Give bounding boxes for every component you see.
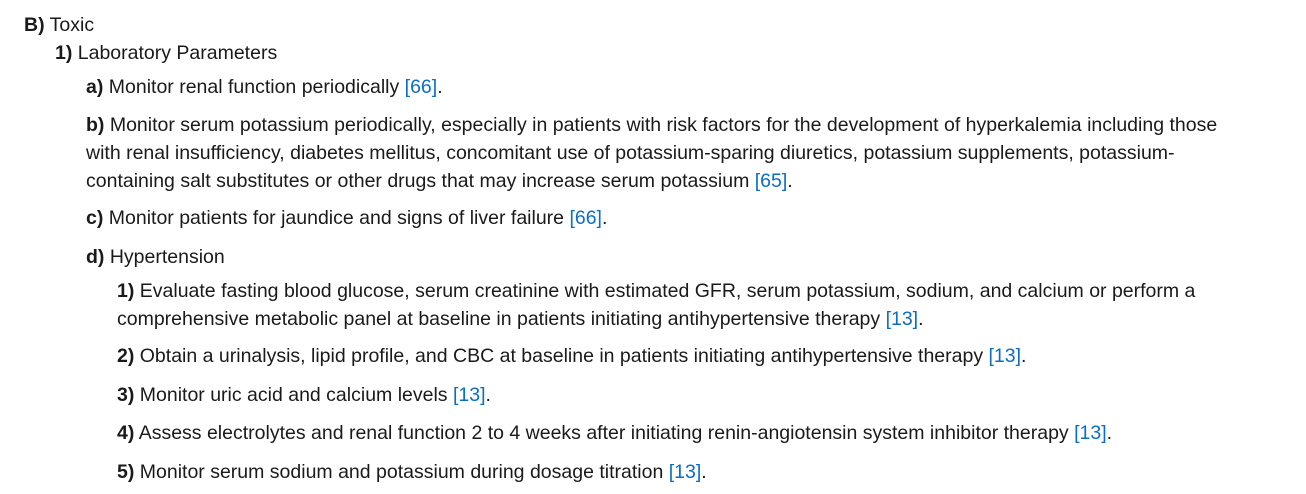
item-marker: a) <box>86 76 104 98</box>
item-line <box>117 305 1195 333</box>
subsection-title: Laboratory Parameters <box>77 42 278 64</box>
item-marker: 2) <box>117 345 135 367</box>
section-title: Toxic <box>49 14 95 36</box>
sub-list-item-1 <box>117 277 1195 333</box>
item-marker: 3) <box>117 384 135 406</box>
citation-link[interactable]: [13] <box>885 308 919 330</box>
item-text: with renal insufficiency, diabetes mellitus, concomitant use of potassium-sparing diuretics, potassium supplements, potassium- <box>86 142 1175 164</box>
citation-link[interactable]: [13] <box>668 461 702 483</box>
item-text: Monitor serum sodium and potassium during dosage titration <box>139 461 664 483</box>
item-marker: d) <box>86 246 105 268</box>
item-end: . <box>701 461 707 483</box>
sub-list-item-3 <box>117 381 491 409</box>
list-item-c <box>86 204 607 232</box>
item-marker: 1) <box>117 280 135 302</box>
item-line <box>86 167 1217 195</box>
item-text: comprehensive metabolic panel at baseline in patients initiating antihypertensive therapy <box>117 308 881 330</box>
citation-link[interactable]: [66] <box>569 207 602 229</box>
section-marker: B) <box>24 14 45 36</box>
item-text: Monitor renal function periodically <box>108 76 400 98</box>
item-text: Obtain a urinalysis, lipid profile, and CBC at baseline in patients initiating antihypertensive therapy <box>139 345 984 367</box>
item-text: containing salt substitutes or other drugs that may increase serum potassium <box>86 170 750 192</box>
citation-link[interactable]: [13] <box>988 345 1022 367</box>
subsection-heading <box>55 39 277 67</box>
sub-list-item-5 <box>117 458 707 486</box>
subsection-marker: 1) <box>55 42 73 64</box>
item-marker: c) <box>86 207 104 229</box>
list-item-a <box>86 73 443 101</box>
item-end: . <box>601 207 608 229</box>
item-title: Hypertension <box>109 246 225 268</box>
citation-link[interactable]: [13] <box>1074 422 1107 444</box>
item-text: Monitor patients for jaundice and signs of liver failure <box>108 207 565 229</box>
item-text: Monitor serum potassium periodically, especially in patients with risk factors for the development of hyperkalemia including those <box>109 114 1218 136</box>
item-text: Assess electrolytes and renal function 2 to 4 weeks after initiating renin-angiotensin system inhibitor therapy <box>138 422 1069 444</box>
item-text: Monitor uric acid and calcium levels <box>139 384 448 406</box>
item-marker: b) <box>86 114 105 136</box>
list-item-d <box>86 243 225 271</box>
citation-link[interactable]: [13] <box>452 384 486 406</box>
item-end: . <box>787 170 793 192</box>
item-line <box>86 139 1217 167</box>
item-end: . <box>1021 345 1027 367</box>
item-line <box>86 111 1217 139</box>
item-end: . <box>1106 422 1113 444</box>
item-line <box>117 277 1195 305</box>
item-marker: 4) <box>117 422 135 444</box>
item-end: . <box>437 76 443 98</box>
sub-list-item-2 <box>117 342 1026 370</box>
item-marker: 5) <box>117 461 135 483</box>
list-item-b <box>86 111 1217 195</box>
sub-list-item-4 <box>117 419 1112 447</box>
item-end: . <box>485 384 491 406</box>
item-text: Evaluate fasting blood glucose, serum creatinine with estimated GFR, serum potassium, sodium, and calcium or perform a <box>139 280 1196 302</box>
item-end: . <box>918 308 924 330</box>
section-heading <box>24 11 94 39</box>
citation-link[interactable]: [66] <box>404 76 438 98</box>
citation-link[interactable]: [65] <box>754 170 788 192</box>
